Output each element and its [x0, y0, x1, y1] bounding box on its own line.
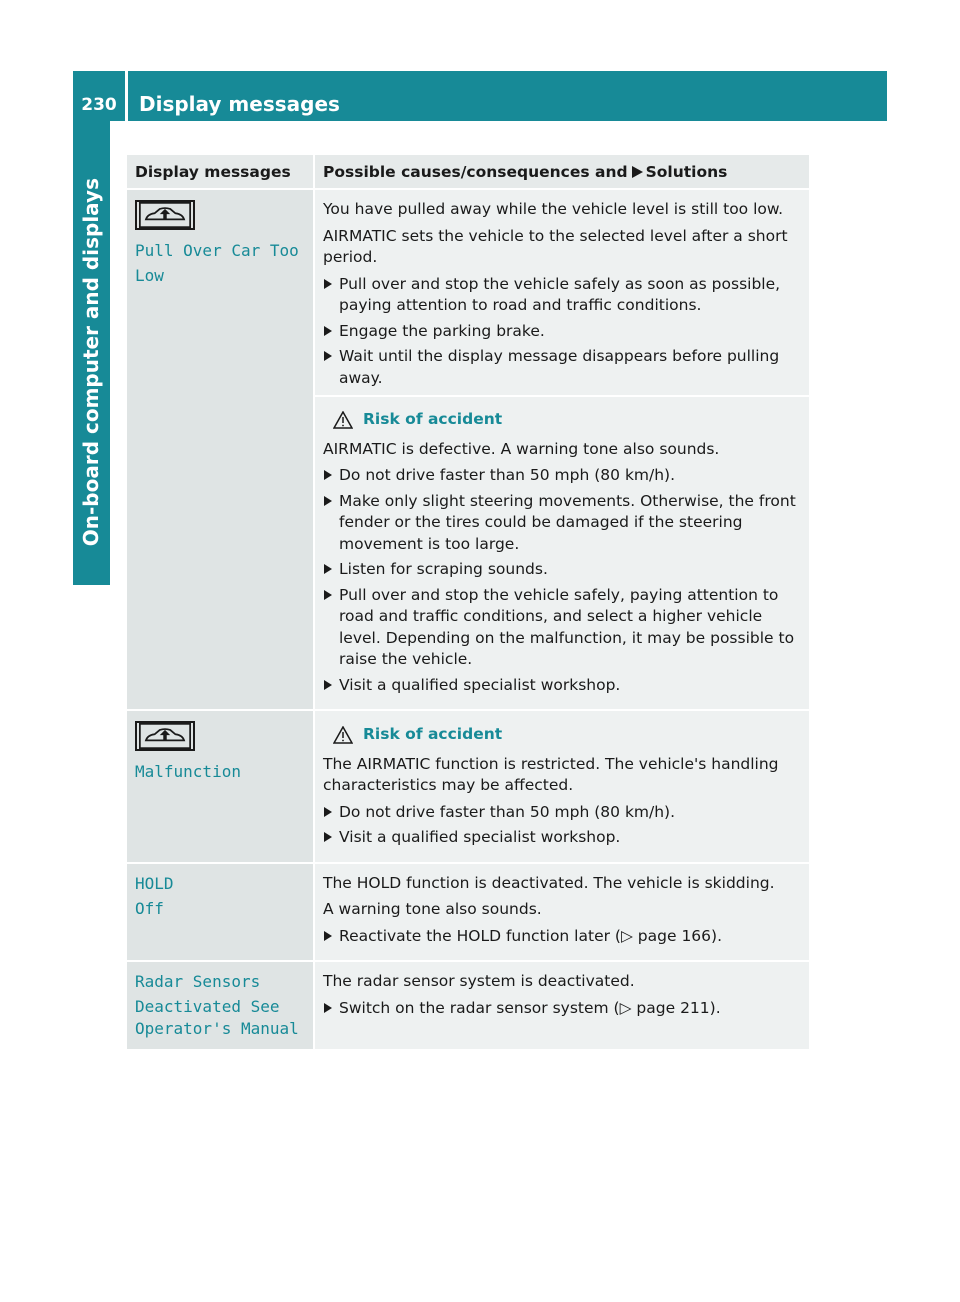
display-message-line: Off	[135, 898, 164, 918]
warning-triangle-icon	[333, 411, 353, 429]
solution-step: Wait until the display message disappears before pulling away.	[323, 346, 801, 389]
vehicle-level-icon	[135, 200, 195, 230]
bullet-arrow-icon	[324, 351, 332, 361]
bullet-arrow-icon	[324, 564, 332, 574]
header-divider	[125, 71, 128, 121]
arrow-right-icon	[632, 166, 643, 178]
warning-label: Risk of accident	[363, 410, 503, 428]
warning-label: Risk of accident	[363, 725, 503, 743]
warning-heading	[323, 409, 801, 431]
bullet-arrow-icon	[324, 590, 332, 600]
solution-step: Do not drive faster than 50 mph (80 km/h).	[323, 802, 801, 824]
vehicle-level-icon	[135, 721, 195, 751]
solution-step: Visit a qualified specialist workshop.	[323, 827, 801, 849]
solution-step: Visit a qualified specialist workshop.	[323, 675, 801, 697]
description-text: You have pulled away while the vehicle level is still too low.	[323, 200, 784, 218]
column-header-solutions-label: Solutions	[645, 163, 728, 181]
display-message-cell	[127, 711, 313, 862]
chapter-tab-label: On-board computer and displays	[79, 178, 103, 547]
warning-text: The AIRMATIC function is restricted. The vehicle's handling characteristics may be affected.	[323, 754, 779, 794]
display-message-cell	[127, 864, 313, 961]
table-row	[127, 864, 811, 963]
table-row	[127, 190, 811, 711]
warning-heading	[323, 724, 801, 746]
chapter-tab	[73, 121, 110, 585]
solution-step: Listen for scraping sounds.	[323, 559, 801, 581]
solution-step: Pull over and stop the vehicle safely, paying attention to road and traffic conditions, and select a higher vehicle level. Depending on the malfunction, it may be possible to raise the vehicle.	[323, 585, 801, 671]
description-text: The HOLD function is deactivated. The vehicle is skidding.	[323, 873, 775, 892]
page-title: Display messages	[139, 92, 340, 116]
description-text: The radar sensor system is deactivated.	[323, 972, 635, 990]
bullet-arrow-icon	[324, 832, 332, 842]
bullet-arrow-icon	[324, 807, 332, 817]
solutions-cell	[313, 711, 809, 862]
table-header-row	[127, 155, 811, 190]
warning-triangle-icon	[333, 726, 353, 744]
solution-step: Make only slight steering movements. Otherwise, the front fender or the tires could be damaged if the steering movement is too large.	[323, 491, 801, 556]
solutions-cell	[313, 864, 809, 961]
solution-step: Engage the parking brake.	[323, 321, 801, 343]
description-text: AIRMATIC sets the vehicle to the selected level after a short period.	[323, 226, 788, 266]
bullet-arrow-icon	[324, 680, 332, 690]
table-row	[127, 711, 811, 864]
description-text: A warning tone also sounds.	[323, 900, 542, 918]
bullet-arrow-icon	[324, 931, 332, 941]
warning-text: AIRMATIC is defective. A warning tone also sounds.	[323, 439, 720, 458]
solution-step: Reactivate the HOLD function later (▷ page 166).	[323, 926, 801, 948]
bullet-arrow-icon	[324, 496, 332, 506]
bullet-arrow-icon	[324, 1003, 332, 1013]
column-header-causes-label: Possible causes/consequences and	[323, 163, 628, 181]
display-message-line: Pull Over Car Too	[135, 241, 299, 260]
column-header-causes	[313, 155, 809, 188]
bullet-arrow-icon	[324, 326, 332, 336]
bullet-arrow-icon	[324, 470, 332, 480]
display-message-line: Malfunction	[135, 762, 241, 781]
column-header-display: Display messages	[127, 155, 313, 188]
solutions-cell	[313, 962, 809, 1049]
display-message-cell	[127, 190, 313, 709]
display-message-line: Radar Sensors	[135, 972, 261, 991]
table-row	[127, 962, 811, 1051]
page-header	[73, 71, 887, 121]
display-messages-table	[127, 155, 811, 1051]
warning-block	[315, 395, 809, 696]
solution-step: Switch on the radar sensor system (▷ page 211).	[323, 998, 801, 1020]
solutions-cell	[313, 190, 809, 709]
solution-step: Do not drive faster than 50 mph (80 km/h).	[323, 465, 801, 487]
solution-step: Pull over and stop the vehicle safely as soon as possible, paying attention to road and traffic conditions.	[323, 274, 801, 317]
display-message-cell	[127, 962, 313, 1049]
page-number: 230	[81, 95, 117, 115]
bullet-arrow-icon	[324, 279, 332, 289]
display-message-line: Low	[135, 266, 164, 285]
display-message-line: Deactivated See Operator's Manual	[135, 997, 299, 1038]
display-message-line: HOLD	[135, 873, 174, 893]
